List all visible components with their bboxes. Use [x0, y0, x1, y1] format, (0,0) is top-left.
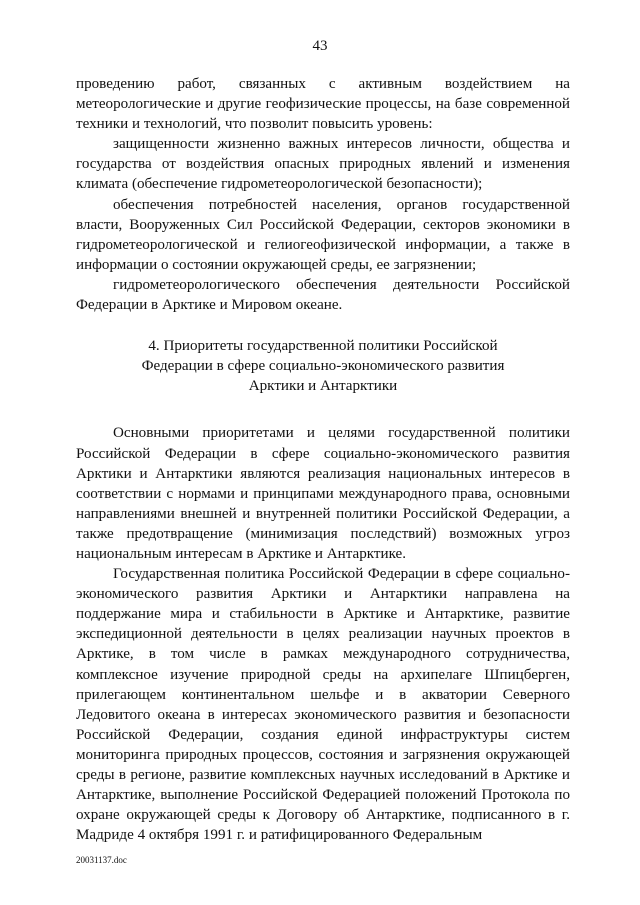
document-body [76, 74, 570, 845]
page-number: 43 [312, 38, 328, 54]
section-heading-line: Арктики и Антарктики [248, 378, 398, 395]
paragraph: обеспечения потребностей населения, органов государственной власти, Вооруженных Сил Российской Федерации, секторов экономики в гидрометеорологической и гелиогеофизической информации, а также в информации о состоянии окружающей среды, ее загрязнении; [76, 196, 570, 273]
paragraph: Государственная политика Российской Федерации в сфере социально-экономического развития Арктики и Антарктики направлена на поддержание мира и стабильности в Арктике и Антарктике, развитие экспедиционной деятельности в целях реализации научных проектов в Арктике, в том числе в рамках международного сотрудничества, комплексное изучение природной среды на архипелаге Шпицберген, прилегающем континентальном шельфе и в акватории Северного Ледовитого океана в интересах экономического развития и безопасности Российской Федерации, создания единой инфраструктуры систем мониторинга природных процессов, состояния и загрязнения окружающей среды в регионе, развитие комплексных научных исследований в Арктике и Антарктике, выполнение Российской Федерацией положений Протокола по охране окружающей среды к Договору об Антарктике, подписанного в г. Мадриде 4 октября 1991 г. и ратифицированного Федеральным [76, 566, 570, 844]
section-heading-line: Федерации в сфере социально-экономического развития [141, 358, 505, 375]
paragraph-continued: проведению работ, связанных с активным воздействием на метеорологические и другие геофизические процессы, на базе современной техники и технологий, что позволит повысить уровень: [76, 76, 570, 133]
paragraph: защищенности жизненно важных интересов личности, общества и государства от воздействия опасных природных явлений и изменения климата (обеспечение гидрометеорологической безопасности); [76, 136, 570, 193]
paragraph: гидрометеорологического обеспечения деятельности Российской Федерации в Арктике и Мировом океане. [76, 276, 570, 314]
paragraph: Основными приоритетами и целями государственной политики Российской Федерации в сфере социально-экономического развития Арктики и Антарктики являются реализация национальных интересов в соответствии с нормами и принципами международного права, основными направлениями внешней и внутренней политики Российской Федерации, а также предотвращение (минимизация последствий) возможных угроз национальным интересам в Арктике и Антарктике. [76, 425, 570, 562]
section-heading-line: 4. Приоритеты государственной политики Российской [148, 338, 498, 355]
file-name-footer: 20031137.doc [76, 855, 127, 865]
section-heading [76, 336, 570, 396]
